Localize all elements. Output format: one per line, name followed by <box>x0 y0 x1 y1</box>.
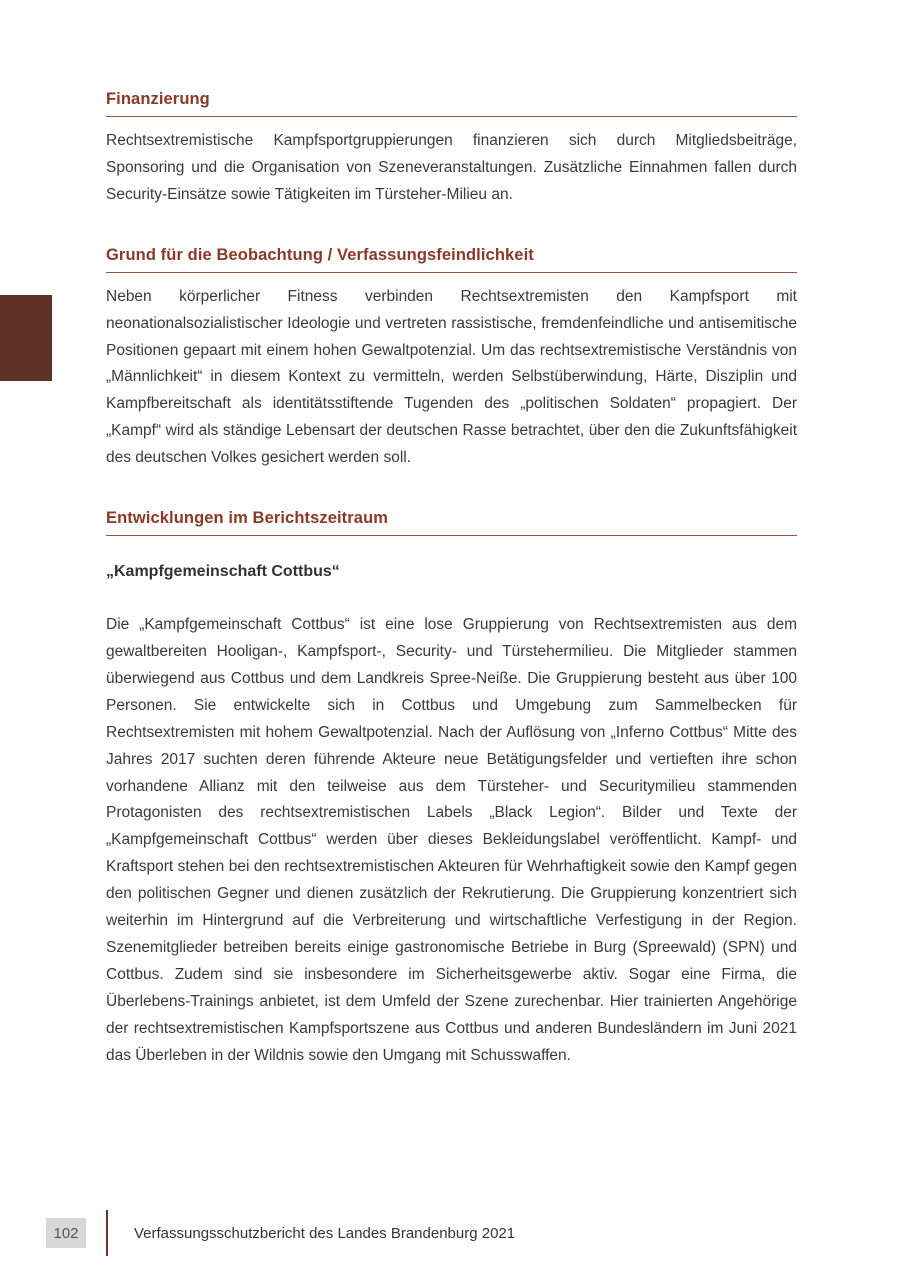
section-heading-beobachtung: Grund für die Beobachtung / Verfassungsfeindlichkeit <box>106 246 797 273</box>
section-entwicklungen <box>106 509 797 1069</box>
section-beobachtung <box>106 246 797 472</box>
footer-divider <box>106 1210 108 1256</box>
page-footer <box>0 1208 900 1258</box>
section-heading-entwicklungen: Entwicklungen im Berichtszeitraum <box>106 509 797 536</box>
paragraph-beobachtung: Neben körperlicher Fitness verbinden Rechtsextremisten den Kampfsport mit neonationalsozialistischer Ideologie und vertreten rassistische, fremdenfeindliche und antisemitische Positionen gepaart mit einem hohen Gewaltpotenzial. Um das rechtsextremistische Verständnis von „Männlichkeit“ in diesem Kontext zu vermitteln, werden Selbstüberwindung, Härte, Disziplin und Kampfbereitschaft als identitätsstiftende Tugenden des „politischen Soldaten“ propagiert. Der „Kampf“ wird als ständige Lebensart der deutschen Rasse betrachtet, über den die Zukunftsfähigkeit des deutschen Volkes gesichert werden soll. <box>106 287 797 467</box>
page-content <box>106 90 797 1106</box>
section-finanzierung <box>106 90 797 209</box>
paragraph-finanzierung: Rechtsextremistische Kampfsportgruppierungen finanzieren sich durch Mitgliedsbeiträge, Sponsoring und die Organisation von Szeneveranstaltungen. Zusätzliche Einnahmen fallen durch Security-Einsätze sowie Tätigkeiten im Türsteher-Milieu an. <box>106 132 797 203</box>
section-heading-finanzierung: Finanzierung <box>106 90 797 117</box>
footer-report-title: Verfassungsschutzbericht des Landes Brandenburg 2021 <box>134 1225 516 1242</box>
page-number: 102 <box>46 1218 86 1248</box>
chapter-marker-tab <box>0 295 52 381</box>
subheading-kampfgemeinschaft-cottbus: „Kampfgemeinschaft Cottbus“ <box>106 563 340 581</box>
paragraph-kampfgemeinschaft-cottbus: Die „Kampfgemeinschaft Cottbus“ ist eine lose Gruppierung von Rechtsextremisten aus dem gewaltbereiten Hooligan-, Kampfsport-, Security- und Türstehermilieu. Die Mitglieder stammen überwiegend aus Cottbus und dem Landkreis Spree-Neiße. Die Gruppierung besteht aus über 100 Personen. Sie entwickelte sich in Cottbus und Umgebung zum Sammelbecken für Rechtsextremisten mit hohem Gewaltpotenzial. Nach der Auflösung von „Inferno Cottbus“ Mitte des Jahres 2017 suchten deren führende Akteure neue Betätigungsfelder und vertieften ihre schon vorhandene Allianz mit den teilweise aus dem Türsteher- und Securitymilieu stammenden Protagonisten des rechtsextremistischen Labels „Black Legion“. Bilder und Texte der „Kampfgemeinschaft Cottbus“ werden über dieses Bekleidungslabel veröffentlicht. Kampf- und Kraftsport stehen bei den rechtsextremistischen Akteuren für Wehrhaftigkeit sowie den Kampf gegen den politischen Gegner und dienen zusätzlich der Rekrutierung. Die Gruppierung konzentriert sich weiterhin im Hintergrund auf die Verbreiterung und wirtschaftliche Verfestigung in der Region. Szenemitglieder betreiben bereits einige gastronomische Betriebe in Burg (Spreewald) (SPN) und Cottbus. Zudem sind sie insbesondere im Sicherheitsgewerbe aktiv. Sogar eine Firma, die Überlebens-Trainings anbietet, ist dem Umfeld der Szene zurechenbar. Hier trainierten Angehörige der rechtsextremistischen Kampfsportszene aus Cottbus und anderen Bundesländern im Juni 2021 das Überleben in der Wildnis sowie den Umgang mit Schusswaffen. <box>106 616 797 1064</box>
